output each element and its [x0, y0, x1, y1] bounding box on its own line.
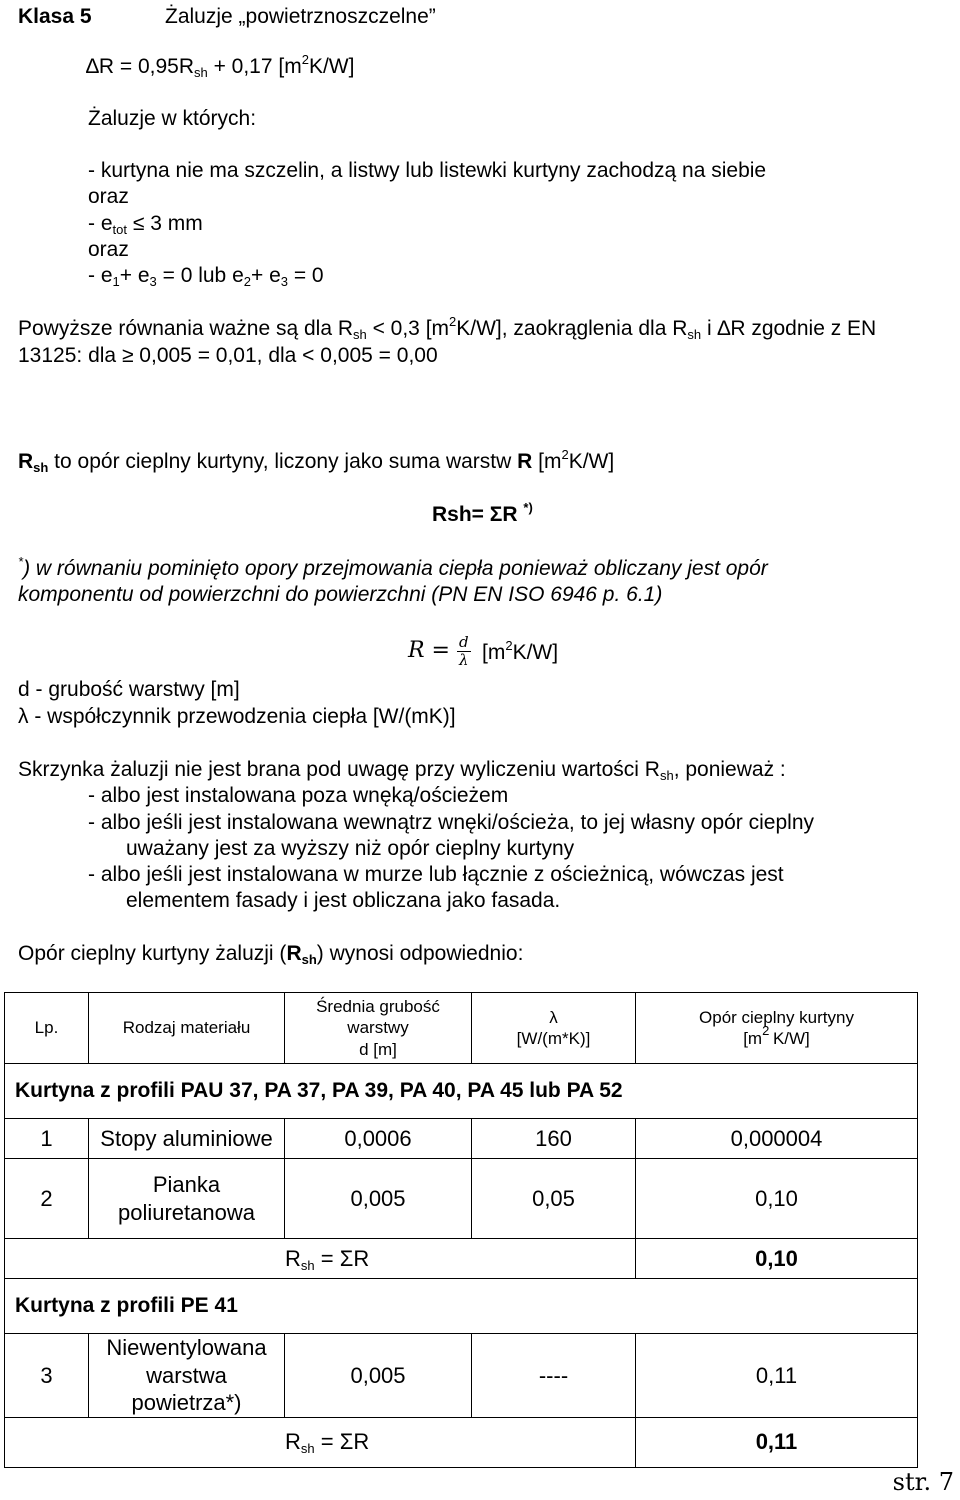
note-line-1: *) w równaniu pominięto opory przejmowania ciepła ponieważ obliczany jest opór — [18, 554, 768, 580]
cell-lp: 3 — [5, 1334, 89, 1418]
sum-value-2: 0,11 — [636, 1417, 918, 1467]
cell-d: 0,0006 — [285, 1119, 472, 1159]
table-row — [5, 1159, 918, 1239]
cell-lambda: 160 — [472, 1119, 636, 1159]
section-row-2 — [5, 1279, 918, 1334]
class-label: Klasa 5 — [18, 5, 92, 28]
sum-row-1 — [5, 1239, 918, 1279]
validity-line-2: 13125: dla ≥ 0,005 = 0,01, dla < 0,005 = 0,00 — [18, 344, 438, 367]
section-row-1 — [5, 1064, 918, 1119]
box-item-2a: - albo jeśli jest instalowana wewnątrz wnęki/ościeża, to jej własny opór cieplny — [88, 811, 815, 834]
rsh-definition: $R_{sh}$ to opór cieplny kurtyny, liczony jako suma warstw R $[m^2K/W]$ — [18, 447, 615, 475]
cell-material: Pianka poliuretanowa — [89, 1159, 285, 1239]
r-equals-d-over-lambda: R = $\frac{d}{\lambda}$ — [408, 633, 469, 669]
cell-lambda: 0,05 — [472, 1159, 636, 1239]
cell-lp: 1 — [5, 1119, 89, 1159]
table-header-row — [5, 993, 918, 1064]
oraz-1: oraz — [88, 185, 129, 208]
cell-r: 0,000004 — [636, 1119, 918, 1159]
header-resistance: Opór cieplny kurtyny [$m^2$ K/W] — [636, 993, 918, 1064]
cell-d: 0,005 — [285, 1334, 472, 1418]
condition-3: - $e_1+ e_3 = 0$ lub $e_2+ e_3 = 0$ — [88, 264, 324, 289]
class-title: Żaluzje „powietrznoszczelne” — [165, 5, 436, 28]
legend-lambda: λ - współczynnik przewodzenia ciepła [W/(mK)] — [18, 705, 456, 728]
legend-d: d - grubość warstwy [m] — [18, 678, 240, 701]
resistance-intro: Opór cieplny kurtyny żaluzji $(R_{sh})$ wynosi odpowiednio: — [18, 942, 524, 967]
sum-value-1: 0,10 — [636, 1239, 918, 1279]
cell-material: Stopy aluminiowe — [89, 1119, 285, 1159]
cell-r: 0,11 — [636, 1334, 918, 1418]
section-title-2: Kurtyna z profili PE 41 — [5, 1279, 918, 1334]
sum-row-2 — [5, 1417, 918, 1467]
blinds-intro: Żaluzje w których: — [88, 107, 257, 130]
condition-1: - kurtyna nie ma szczelin, a listwy lub listewki kurtyny zachodzą na siebie — [88, 159, 767, 182]
box-intro: Skrzynka żaluzji nie jest brana pod uwagę przy wyliczeniu wartości $R_{sh}$, ponieważ : — [18, 758, 786, 783]
cell-lambda: ---- — [472, 1334, 636, 1418]
oraz-2: oraz — [88, 238, 129, 261]
header-lambda: λ [W/(m*K)] — [472, 993, 636, 1064]
condition-2: - $e_{tot} \le 3$ mm — [88, 212, 203, 237]
delta-r-formula: $\Delta R = 0,95R_{sh} + 0,17$ $[m^2K/W]$ — [86, 52, 355, 80]
header-lp: Lp. — [5, 993, 89, 1064]
box-item-3a: - albo jeśli jest instalowana w murze lub łącznie z ościeżnicą, wówczas jest — [88, 863, 784, 886]
box-item-1: - albo jest instalowana poza wnęką/ościeżem — [88, 784, 509, 807]
sum-label-2: $R_{sh} = \Sigma R$ — [5, 1417, 636, 1467]
page-number: str. 7 — [892, 1468, 954, 1496]
note-line-2: komponentu od powierzchni do powierzchni (PN EN ISO 6946 p. 6.1) — [18, 583, 663, 606]
table-row — [5, 1119, 918, 1159]
cell-material: Niewentylowana warstwa powietrza*) — [89, 1334, 285, 1418]
rsh-sum-formula: Rsh= ΣR *) — [432, 500, 533, 526]
cell-r: 0,10 — [636, 1159, 918, 1239]
section-title-1: Kurtyna z profili PAU 37, PA 37, PA 39, PA 40, PA 45 lub PA 52 — [5, 1064, 918, 1119]
validity-line-1: Powyższe równania ważne są dla $R_{sh} < 0,3$ $[m^2K/W]$, zaokrąglenia dla $R_{sh}$ i ∆R zgodnie z EN — [18, 314, 877, 342]
header-thickness: Średnia grubość warstwy d [m] — [285, 993, 472, 1064]
header-material: Rodzaj materiału — [89, 993, 285, 1064]
table-row — [5, 1334, 918, 1418]
sum-label-1: $R_{sh} = \Sigma R$ — [5, 1239, 636, 1279]
cell-d: 0,005 — [285, 1159, 472, 1239]
cell-lp: 2 — [5, 1159, 89, 1239]
r-formula-unit: $[m^2K/W]$ — [482, 638, 559, 664]
box-item-3b: elementem fasady i jest obliczana jako fasada. — [126, 889, 561, 912]
materials-table — [4, 992, 918, 1468]
box-item-2b: uważany jest za wyższy niż opór cieplny kurtyny — [126, 837, 575, 860]
